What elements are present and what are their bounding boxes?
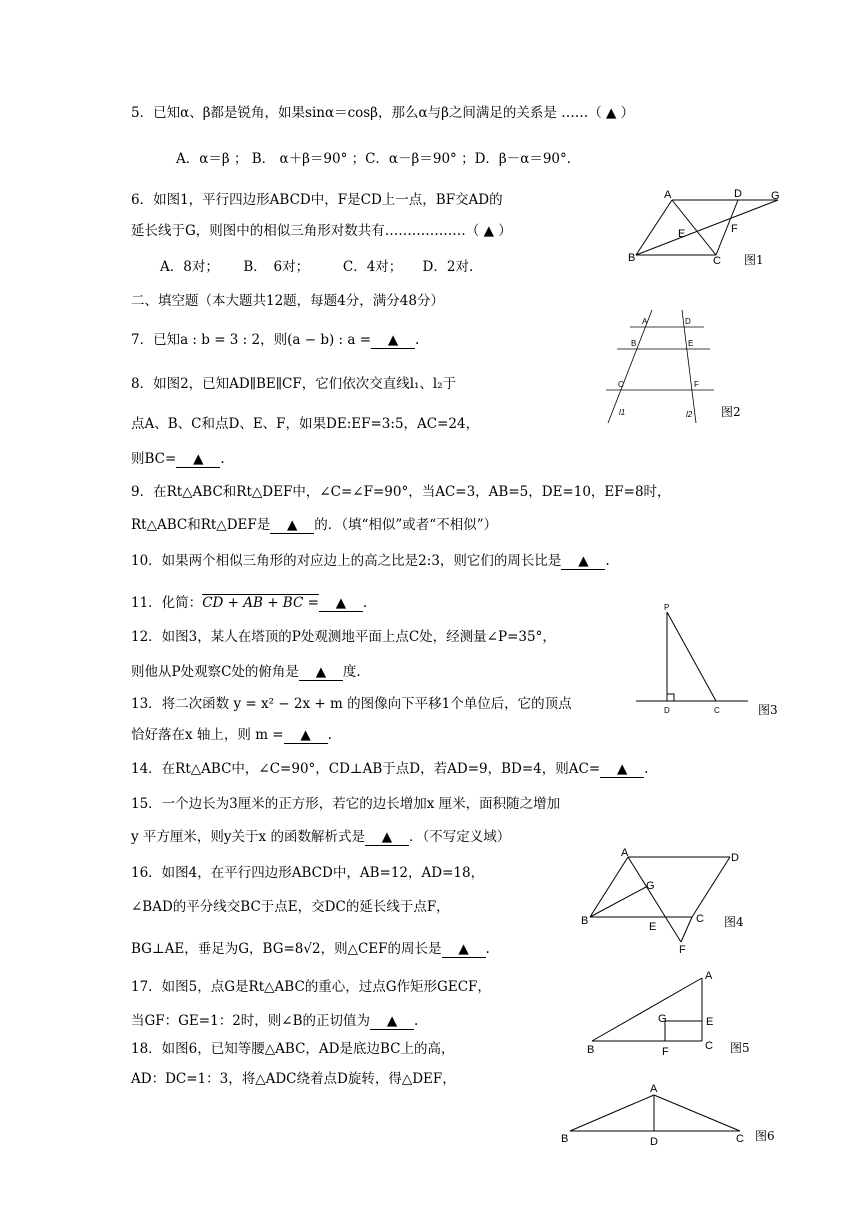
q10-answer-blank: ▲ [561,553,605,570]
q11-text: 11．化简： [131,595,203,611]
q6-line2: 延长线于G，则图中的相似三角形对数共有………………（ ▲ ） [131,223,512,239]
fig2-label-a: A [642,317,648,326]
figure-4 [578,845,748,955]
q17-line2 [131,1012,418,1030]
q8-end: . [220,451,225,467]
fig4-label-b: B [581,915,589,927]
q10-end: . [605,553,610,569]
fig1-label-b: B [628,252,636,264]
q16-text: BG⊥AE，垂足为G，BG=8√2，则△CEF的周长是 [131,941,442,957]
q8-answer-blank: ▲ [176,451,220,468]
q13-text: 恰好落在x 轴上，则 m = [131,727,284,743]
q12-end: 度. [342,664,361,680]
figure-3-caption: 图3 [758,703,778,717]
q14-answer-blank: ▲ [600,761,644,778]
fig4-label-d: D [731,852,739,864]
fig5-label-f: F [662,1046,669,1058]
q17-line1: 17．如图5，点G是Rt△ABC的重心，过点G作矩形GECF， [131,979,491,995]
q15-answer-blank: ▲ [365,829,409,846]
q9-answer-blank: ▲ [270,517,314,534]
q16-answer-blank: ▲ [442,941,486,958]
fig6-label-a: A [650,1083,658,1095]
section-heading: 二、填空题（本大题共12题，每题4分，满分48分） [131,293,444,309]
fig2-label-c: C [618,380,624,389]
fig4-label-g: G [646,880,655,892]
fig4-label-f: F [679,944,686,956]
q15-text: y 平方厘米，则y关于x 的函数解析式是 [131,829,365,845]
q8-line2: 点A、B、C和点D、E、F，如果DE:EF=3:5，AC=24， [131,416,480,432]
figure-2 [600,305,720,430]
fig5-label-g: G [658,1013,667,1025]
fig3-label-d: D [664,706,670,715]
q11-vector-expression: CD + AB + BC = [202,595,319,611]
q13-answer-blank: ▲ [284,727,328,744]
q12-text: 则他从P处观察C处的俯角是 [131,664,299,680]
figure-1-caption: 图1 [744,253,764,267]
q18-line2: AD：DC=1：3，将△ADC绕着点D旋转，得△DEF， [131,1071,456,1087]
q9-text: Rt△ABC和Rt△DEF是 [131,517,271,533]
fig2-label-d: D [685,317,691,326]
q11 [131,594,367,612]
fig6-label-b: B [561,1133,569,1145]
q13-line1: 13．将二次函数 y = x² − 2x + m 的图像向下平移1个单位后，它的顶点 [131,696,572,712]
q13-end: . [327,727,332,743]
fig1-label-a: A [664,189,672,201]
q12-line2 [131,663,361,681]
fig6-label-c: C [736,1133,744,1145]
q14-text: 14．在Rt△ABC中，∠C=90°，CD⊥AB于点D，若AD=9，BD=4，则AC= [131,761,601,777]
q8-line1: 8．如图2，已知AD∥BE∥CF，它们依次交直线l₁、l₂于 [131,376,457,392]
figure-5-caption: 图5 [730,1041,750,1055]
q7 [131,331,419,349]
q16-end: . [485,941,490,957]
q16-line1: 16．如图4，在平行四边形ABCD中，AB=12，AD=18， [131,865,485,881]
fig1-label-e: E [678,228,686,240]
q10 [131,552,610,570]
q12-line1: 12．如图3，某人在塔顶的P处观测地平面上点C处，经测量∠P=35°， [131,629,556,645]
q7-answer-blank: ▲ [371,332,415,349]
fig1-label-c: C [713,255,721,267]
fig6-label-d: D [650,1136,658,1148]
fig4-label-e: E [649,921,657,933]
figure-4-caption: 图4 [724,915,744,929]
fig1-label-g: G [771,190,780,202]
fig4-label-c: C [696,913,704,925]
q10-text: 10．如果两个相似三角形的对应边上的高之比是2:3，则它们的周长比是 [131,553,562,569]
q7-text: 7．已知a : b = 3 : 2，则(a − b) : a = [131,332,372,348]
q12-answer-blank: ▲ [299,664,343,681]
q16-line3 [131,940,490,958]
q5-options: A．α＝β ； B． α＋β＝90° ；C．α－β＝90° ；D．β－α＝90°． [176,151,581,167]
fig2-label-f: F [694,380,699,389]
q11-end: . [362,595,368,611]
q17-end: . [414,1013,419,1029]
q6-options: A．8对； B． 6对； C．4对； D．2对. [160,259,474,275]
q13-line2 [131,726,332,744]
q9-end: 的．（填“相似”或者“不相似”） [314,517,498,533]
figure-1 [620,185,790,270]
q15-line1: 15．一个边长为3厘米的正方形，若它的边长增加x 厘米，面积随之增加 [131,796,561,812]
fig2-label-e: E [688,339,694,348]
q14-end: . [644,761,649,777]
fig5-label-c: C [705,1040,713,1052]
q5-stem: 5．已知α、β都是锐角，如果sinα＝cosβ，那么α与β之间满足的关系是 ……（ ▲ ） [131,105,635,121]
figure-6-caption: 图6 [755,1129,775,1143]
fig3-label-p: P [664,603,670,612]
q6-line1: 6．如图1，平行四边形ABCD中，F是CD上一点，BF交AD的 [131,192,503,208]
q7-end: . [415,332,420,348]
figure-3 [632,602,752,720]
q17-answer-blank: ▲ [370,1013,414,1030]
fig4-label-a: A [621,847,629,859]
fig1-label-d: D [734,188,742,200]
fig5-label-e: E [706,1016,714,1028]
fig2-label-b: B [631,339,637,348]
fig3-label-c: C [714,706,720,715]
q8-text: 则BC= [131,451,177,467]
q15-line2 [131,828,510,846]
q9-line2 [131,516,497,534]
q11-answer-blank: ▲ [319,595,363,612]
q8-line3 [131,450,225,468]
fig5-label-a: A [705,970,713,982]
figure-5 [580,966,730,1060]
figure-2-caption: 图2 [721,405,741,419]
figure-6 [558,1080,750,1150]
q15-end: ．（不写定义域） [408,829,511,845]
fig1-label-f: F [731,223,738,235]
fig5-label-b: B [587,1044,595,1056]
q18-line1: 18．如图6，已知等腰△ABC，AD是底边BC上的高， [131,1041,455,1057]
q9-line1: 9．在Rt△ABC和Rt△DEF中，∠C=∠F=90°，当AC=3，AB=5，DE=10，EF=8时， [131,484,671,500]
fig2-label-l2: l2 [686,410,693,419]
q17-text: 当GF：GE=1：2时，则∠B的正切值为 [131,1013,371,1029]
fig2-label-l1: l1 [619,408,626,417]
q16-line2: ∠BAD的平分线交BC于点E，交DC的延长线于点F， [131,899,450,915]
q14 [131,760,648,778]
